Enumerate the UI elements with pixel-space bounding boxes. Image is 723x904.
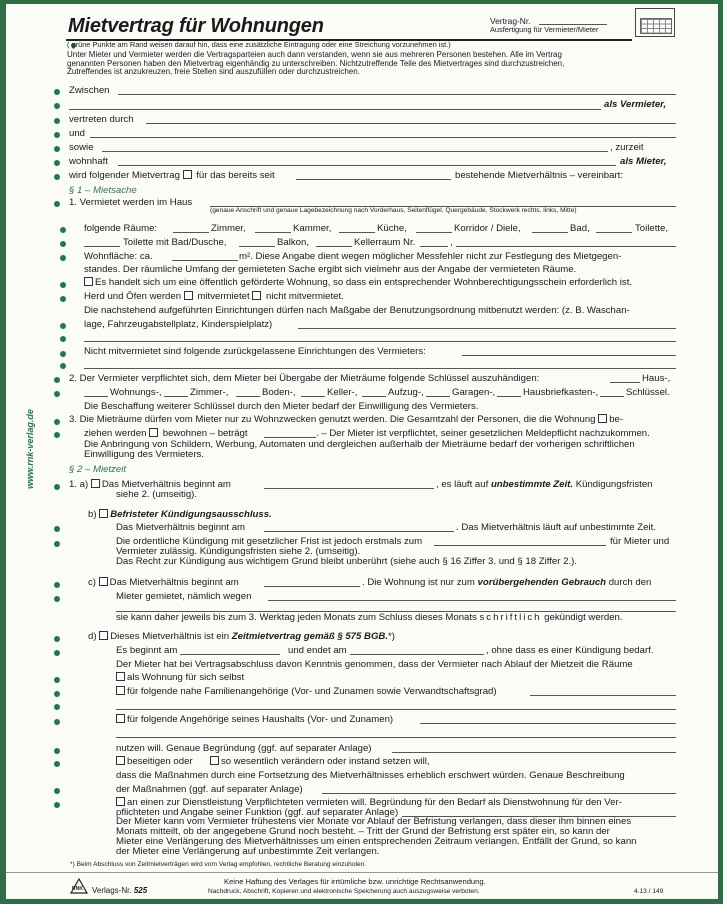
marker-dot: [54, 761, 60, 767]
document-title: Mietvertrag für Wohnungen: [68, 15, 324, 37]
stove-rented-checkbox[interactable]: [184, 291, 193, 300]
s2b-start-label: Das Mietverhältnis beginnt am: [116, 522, 246, 533]
keys-wohnung-field[interactable]: [84, 396, 108, 397]
stove-line: Herd und Öfen werden mitvermietet nicht mitvermietet.: [84, 291, 344, 302]
representative-field[interactable]: [146, 123, 676, 124]
label-schluessel: Schlüssel.: [626, 387, 670, 398]
marker-dot: [60, 296, 66, 302]
label-wohnungs: Wohnungs-,: [110, 387, 162, 398]
marker-dot: [60, 282, 66, 288]
existing-tenancy-checkbox[interactable]: [183, 170, 192, 179]
keys-boden-field[interactable]: [236, 396, 260, 397]
s2d-text-4: Der Mieter kann vom Vermieter frühestens vier Monate vor Ablauf der Befristung verlangen, dass dieser ihm binnen eines: [116, 816, 632, 827]
marker-dot: [60, 323, 66, 329]
marker-dot: [54, 377, 60, 383]
s2d-reason-field[interactable]: [392, 752, 676, 753]
keys-garage-field[interactable]: [426, 396, 450, 397]
marker-dot: [60, 241, 66, 247]
marker-dot: [60, 336, 66, 342]
footnote: *) Beim Abschluss von Zeitmietverträgen wird vom Verlag empfohlen, rechtliche Beratung einzuholen.: [70, 861, 367, 868]
facilities-text-2: lage, Fahrzeugabstellplatz, Kinderspielplatz): [84, 319, 273, 330]
rooms-kammer-field[interactable]: [255, 232, 291, 233]
marker-dot: [60, 255, 66, 261]
persons-count-field[interactable]: [264, 437, 316, 438]
temporary-checkbox[interactable]: [99, 577, 108, 586]
keller-number-field[interactable]: [420, 246, 448, 247]
label-garagen: Garagen-,: [452, 387, 496, 398]
not-rented-field[interactable]: [462, 355, 676, 356]
label-bad: Bad,: [570, 223, 590, 234]
remove-checkbox[interactable]: [116, 756, 125, 765]
s2d-start-field[interactable]: [180, 654, 280, 655]
liability-note: Keine Haftung des Verlages für irrtümliche bzw. unrichtige Rechtsanwendung.: [224, 877, 486, 886]
rooms-keller-field[interactable]: [316, 246, 352, 247]
use-text-2: ziehen werden bewohnen – beträgt: [84, 428, 248, 439]
own-use-checkbox[interactable]: [116, 672, 125, 681]
contract-type-line: wird folgender Mietvertrag für das bereits seit: [69, 170, 275, 181]
s2d-own-use: als Wohnung für sich selbst: [116, 672, 244, 683]
label-kammer: Kammer,: [293, 223, 332, 234]
rooms-bad-field[interactable]: [532, 232, 568, 233]
label-als-mieter: als Mieter,: [620, 156, 667, 167]
s2d-family: für folgende nahe Familienangehörige (Vor- und Zunamen sowie Verwandtschaftsgrad): [116, 686, 497, 697]
marker-dot: [54, 636, 60, 642]
area-text-1: m². Diese Angabe dient wegen möglicher Messfehler nicht zur Festlegung des Mietgegen-: [239, 251, 622, 262]
tenant-name-field[interactable]: [90, 137, 676, 138]
stove-not-rented-checkbox[interactable]: [252, 291, 261, 300]
copyright-note: Nachdruck, Abschrift, Kopieren und elektronische Speicherung auch auszugsweise verboten.: [208, 888, 480, 895]
keys-text: 2. Der Vermieter verpflichtet sich, dem Mieter bei Übergabe der Mieträume folgende Schlüssel auszuhändigen:: [69, 373, 540, 384]
publisher-logo-text: RNK: [72, 886, 83, 892]
s1-p1-label: 1. Vermietet werden im Haus: [69, 197, 193, 208]
label-haus: Haus-,: [642, 373, 671, 384]
s2d-end-field[interactable]: [350, 654, 484, 655]
area-text-2: standes. Der räumliche Umfang der gemieteten Sache ergibt sich vielmehr aus der Angabe der vermieteten Räume.: [84, 264, 577, 275]
intro-line-1: Unter Mieter und Vermieter werden die Vertragsparteien auch dann verstanden, wenn sie aus mehreren Personen bestehen. Alle im Vertrag: [67, 50, 562, 59]
use-text-5: Einwilligung des Vermieters.: [84, 449, 204, 460]
s2d-service-label: pflichteten und Angabe seiner Funktion (ggf. auf separater Anlage): [116, 807, 399, 818]
subsidized-line: Es handelt sich um eine öffentlich geförderte Wohnung, so dass ein entsprechender Wohnberechtigungsschein erforderlich ist.: [84, 277, 632, 288]
house-address-note: (genaue Anschrift und genaue Lagebezeichnung nach Vorderhaus, Seitenflügel, Quergebäude, Stockwerk rechts, links, Mitte): [210, 207, 577, 214]
rooms-toilette-bad-field[interactable]: [84, 246, 120, 247]
intro-line-2: genannten Personen haben den Mietvertrag eigenhändig zu unterschreiben. Nichtzutreffende Teile des Mietvertrages sind durchzustreichen,: [67, 58, 565, 68]
section-2-heading: § 2 – Mietzeit: [69, 464, 127, 475]
label-hausbrief: Hausbriefkasten-,: [523, 387, 599, 398]
tenant2-name-field[interactable]: [102, 151, 608, 152]
keys-aufzug-field[interactable]: [362, 396, 386, 397]
measures-field[interactable]: [322, 793, 676, 794]
label-und: und: [69, 128, 86, 139]
s2b-text-5: Das Recht zur Kündigung aus wichtigem Grund bleibt unberührt (siehe auch § 16 Ziffer 3. und § 18 Ziffer 2.).: [116, 556, 577, 567]
s2d-reason-label: nutzen will. Genaue Begründung (ggf. auf separater Anlage): [116, 743, 372, 754]
s2b-text-4: Vermieter zulässig. Kündigungsfristen siehe 2. (umseitig).: [116, 546, 361, 557]
hint-text: ( grüne Punkte am Rand weisen darauf hin, dass eine zusätzliche Eintragung oder eine Streichung vorzunehmen ist.): [67, 40, 451, 49]
copy-label: Ausfertigung für Vermieter/Mieter: [490, 25, 599, 34]
s2a-note: siehe 2. (umseitig).: [116, 489, 198, 500]
rooms-toilette-field[interactable]: [596, 232, 632, 233]
label-aufzug: Aufzug-,: [388, 387, 424, 398]
keys-note: Die Beschaffung weiterer Schlüssel durch den Mieter bedarf der Einwilligung des Vermieters.: [84, 401, 479, 412]
keys-keller-field[interactable]: [301, 396, 325, 397]
not-rented-label: Nicht mitvermietet sind folgende zurückgelassene Einrichtungen des Vermieters:: [84, 346, 426, 357]
label-kueche: Küche,: [377, 223, 407, 234]
label-boden: Boden-,: [262, 387, 296, 398]
s2d-text-5: Monats mitteilt, ob der angegebene Grund noch besteht. – Tritt der Grund der Befristung erst später ein, so kann der: [116, 826, 610, 837]
marker-dot: [54, 526, 60, 532]
label-bestehende: bestehende Mietverhältnis – vereinbart:: [455, 170, 623, 181]
s2d-text-6: Mieter eine Verlängerung des Mietverhältnisses um einen entsprechenden Zeitraum verlangen. Entfällt der Grund, so kann: [116, 836, 637, 847]
s2d-text-2: Der Mieter hat bei Vertragsabschluss davon Kenntnis genommen, dass der Vermieter nach Ablauf der Mietzeit die Räume: [116, 659, 633, 670]
form-sheet: [6, 4, 718, 899]
marker-dot: [54, 160, 60, 166]
s2c-reason-field[interactable]: [268, 600, 676, 601]
change-checkbox[interactable]: [210, 756, 219, 765]
s2d-text-3: dass die Maßnahmen durch eine Fortsetzung des Mietverhältnisses erheblich erschwert würden. Genaue Beschreibung: [116, 770, 625, 781]
s2b-text-3: für Mieter und: [610, 536, 670, 547]
marker-dot: [54, 677, 60, 683]
s2a-start-field[interactable]: [264, 488, 434, 489]
keys-haus-field[interactable]: [610, 382, 640, 383]
unlimited-term-checkbox[interactable]: [91, 479, 100, 488]
area-field[interactable]: [172, 260, 238, 261]
s2c-start-field[interactable]: [264, 586, 360, 587]
marker-dot: [54, 103, 60, 109]
household-checkbox[interactable]: [116, 714, 125, 723]
keys-zimmer-field[interactable]: [164, 396, 188, 397]
label-vertreten: vertreten durch: [69, 114, 134, 125]
rooms-other-field[interactable]: [456, 246, 676, 247]
label-toilette: Toilette,: [635, 223, 669, 234]
s2c-text: . Die Wohnung ist nur zum vorübergehenden Gebrauch durch den: [362, 577, 652, 588]
rooms-kueche-field[interactable]: [339, 232, 375, 233]
rooms-balkon-field[interactable]: [239, 246, 275, 247]
s2a-label: 1. a) Das Mietverhältnis beginnt am: [69, 479, 231, 490]
contract-number-label: Vertrag-Nr.: [490, 16, 531, 26]
s2c-text-2: sie kann daher jeweils bis zum 3. Werktag jeden Monats zum Schluss dieses Monats schriftlich gekündigt werden.: [116, 612, 623, 623]
marker-dot: [54, 704, 60, 710]
s2d-text-7: der Mieter eine Verlängerung auf unbestimmte Zeit verlangen.: [116, 846, 380, 857]
marker-dot: [54, 802, 60, 808]
not-rented-field-2[interactable]: [84, 368, 676, 369]
s2d-start-label: Es beginnt am: [116, 645, 178, 656]
household-field[interactable]: [420, 723, 676, 724]
use-text-4: Die Anbringung von Schildern, Werbung, Automaten und dergleichen außerhalb der Mieträume bedarf der vorherigen schriftlichen: [84, 439, 635, 450]
label-sowie: sowie: [69, 142, 94, 153]
marker-dot: [54, 146, 60, 152]
exclusion-checkbox[interactable]: [99, 509, 108, 518]
intro-line-3: Zutreffendes ist anzukreuzen, freie Stellen sind auszufüllen oder durchzustreichen.: [67, 67, 360, 76]
use-text-3: . – Der Mieter ist verpflichtet, seiner gesetzlichen Meldepflicht nachzukommen.: [316, 428, 650, 439]
publisher-number: Verlags-Nr. 525: [92, 886, 148, 895]
label-zwischen: Zwischen: [69, 85, 110, 96]
marker-dot: [54, 596, 60, 602]
publisher-logo-icon: [70, 878, 88, 894]
marker-dot: [54, 201, 60, 207]
s2b-text-1: . Das Mietverhältnis läuft auf unbestimmte Zeit.: [456, 522, 656, 533]
family-field-2[interactable]: [116, 709, 676, 710]
persons-move-in-checkbox[interactable]: [598, 414, 607, 423]
s2b-text-2: Die ordentliche Kündigung mit gesetzlicher Frist ist jedoch erstmals zum: [116, 536, 423, 547]
rooms-zimmer-field[interactable]: [173, 232, 209, 233]
existing-since-field[interactable]: [296, 179, 451, 180]
marker-dot: [60, 351, 66, 357]
marker-dot: [54, 432, 60, 438]
landlord-address-field[interactable]: [69, 109, 601, 110]
section-1-heading: § 1 – Mietsache: [69, 185, 137, 196]
s2d-text-1: , ohne dass es einer Kündigung bedarf.: [486, 645, 654, 656]
form-code: 4.13 / 149: [634, 888, 664, 895]
s2d-remove: beseitigen oder: [116, 756, 193, 767]
marker-dot: [54, 582, 60, 588]
persons-live-checkbox[interactable]: [149, 428, 158, 437]
marker-dot: [54, 174, 60, 180]
label-zurzeit: , zurzeit: [610, 142, 644, 153]
label-balkon: Balkon,: [277, 237, 309, 248]
keys-other-field[interactable]: [600, 396, 624, 397]
s2d-end-label: und endet am: [288, 645, 347, 656]
facilities-field-2[interactable]: [84, 341, 676, 342]
label-korridor: Korridor / Diele,: [454, 223, 521, 234]
label-zimmer: Zimmer,: [211, 223, 246, 234]
fixed-term-checkbox[interactable]: [99, 631, 108, 640]
publisher-url: www.rnk-verlag.de: [25, 409, 35, 489]
marker-dot: [54, 484, 60, 490]
keys-briefkasten-field[interactable]: [497, 396, 521, 397]
marker-dot: [54, 788, 60, 794]
marker-dot: [54, 650, 60, 656]
marker-dot: [60, 227, 66, 233]
family-checkbox[interactable]: [116, 686, 125, 695]
s2b-earliest-field[interactable]: [434, 545, 606, 546]
label-wohnhaft: wohnhaft: [69, 156, 108, 167]
marker-dot: [54, 719, 60, 725]
family-field[interactable]: [530, 695, 676, 696]
label-keller-keys: Keller-,: [327, 387, 358, 398]
household-field-2[interactable]: [116, 737, 676, 738]
s2d-label: d) Dieses Mietverhältnis ist ein Zeitmietvertrag gemäß § 575 BGB.*): [88, 631, 395, 642]
s2a-text: , es läuft auf unbestimmte Zeit. Kündigungsfristen: [436, 479, 653, 490]
marker-dot: [54, 541, 60, 547]
label-keller: Kellerraum Nr.: [354, 237, 416, 248]
marker-dot: [54, 89, 60, 95]
tenant-address-field[interactable]: [118, 165, 616, 166]
subsidized-checkbox[interactable]: [84, 277, 93, 286]
s2c-reason-label: Mieter gemietet, nämlich wegen: [116, 591, 252, 602]
s2b-label: b) Befristeter Kündigungsausschluss.: [88, 509, 272, 520]
s2c-label: c) Das Mietverhältnis beginnt am: [88, 577, 239, 588]
label-als-vermieter: als Vermieter,: [604, 99, 667, 110]
marker-dot: [54, 391, 60, 397]
landlord-name-field[interactable]: [118, 94, 676, 95]
marker-dot: [54, 419, 60, 425]
marker-dot: [54, 132, 60, 138]
marker-dot: [60, 363, 66, 369]
comma: ,: [450, 237, 453, 248]
s2d-service: an einen zur Dienstleistung Verpflichteten vermieten will. Begründung für den Bedarf als Dienstwohnung für den Ver-: [116, 797, 622, 808]
label-zimmer-keys: Zimmer-,: [190, 387, 229, 398]
marker-dot: [54, 691, 60, 697]
s2b-start-field[interactable]: [264, 531, 454, 532]
s2d-measures-label: der Maßnahmen (ggf. auf separater Anlage): [116, 784, 303, 795]
marker-dot: [54, 748, 60, 754]
s2d-household: für folgende Angehörige seines Haushalts (Vor- und Zunamen): [116, 714, 393, 725]
label-toilette-bad: Toilette mit Bad/Dusche,: [123, 237, 227, 248]
marker-dot: [54, 118, 60, 124]
rooms-label: folgende Räume:: [84, 223, 158, 234]
footer-rule: [6, 872, 718, 873]
use-text-1: 3. Die Mieträume dürfen vom Mieter nur zu Wohnzwecken genutzt werden. Die Gesamtzahl der Personen, die die Wohnung be-: [69, 414, 624, 425]
s2d-change: so wesentlich verändern oder instand setzen will,: [210, 756, 430, 767]
facilities-field[interactable]: [298, 328, 676, 329]
facilities-text-1: Die nachstehend aufgeführten Einrichtungen dürfen nach Maßgabe der Benutzungsordnung mitbenutzt werden: (z. B. Waschan-: [84, 305, 630, 316]
service-checkbox[interactable]: [116, 797, 125, 806]
rooms-korridor-field[interactable]: [416, 232, 452, 233]
area-label: Wohnfläche: ca.: [84, 251, 153, 262]
calendar-stamp-icon: [635, 8, 675, 37]
